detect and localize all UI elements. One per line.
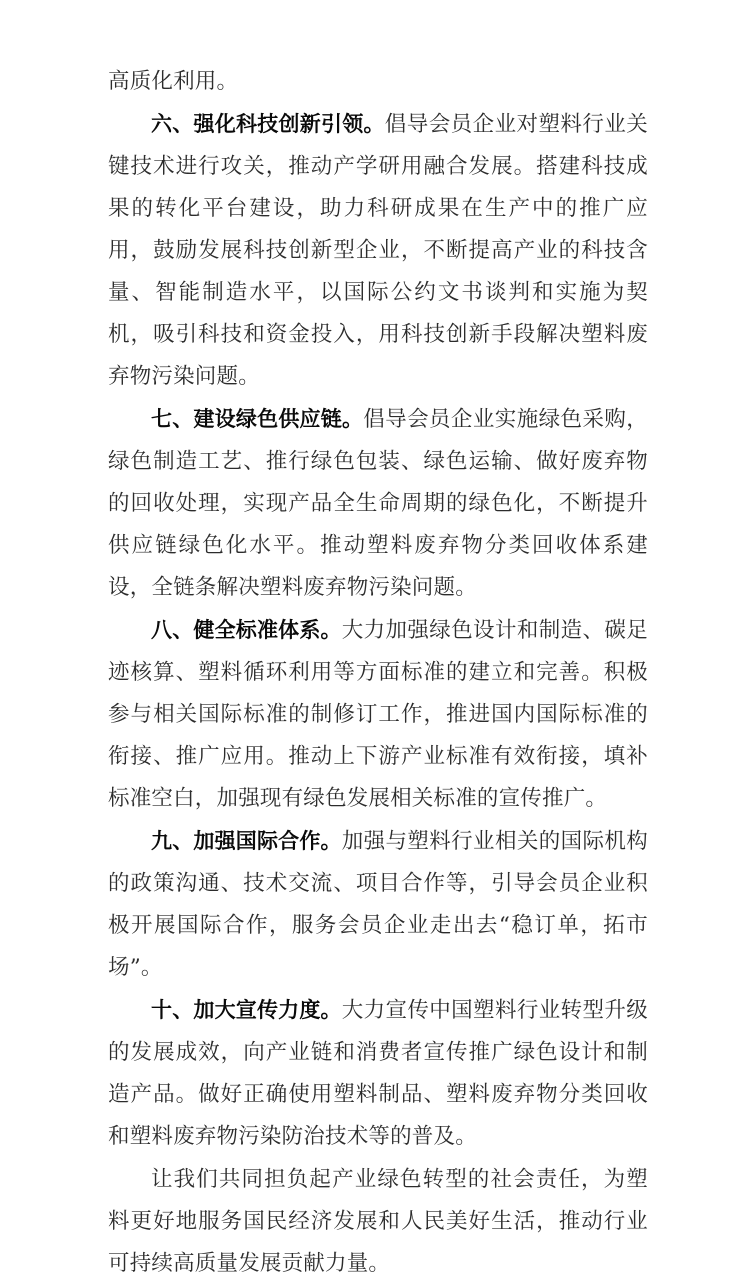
paragraph-closing	[108, 1158, 648, 1285]
paragraph-text-closing: 让我们共同担负起产业绿色转型的社会责任，为塑料更好地服务国民经济发展和人民美好生活，推动行业可持续高质量发展贡献力量。	[108, 1167, 648, 1276]
paragraph-heading-section-6: 六、强化科技创新引领。	[151, 112, 385, 136]
paragraph-text-carryover: 高质化利用。	[108, 69, 239, 94]
paragraph-heading-section-9: 九、加强国际合作。	[151, 829, 342, 853]
document-body	[108, 60, 648, 1285]
paragraph-text-section-7: 倡导会员企业实施绿色采购，绿色制造工艺、推行绿色包装、绿色运输、做好废弃物的回收处理，实现产品全生命周期的绿色化，不断提升供应链绿色化水平。推动塑料废弃物分类回收体系建设，全链条解决塑料废弃物污染问题。	[108, 407, 649, 600]
paragraph-text-section-6: 倡导会员企业对塑料行业关键技术进行攻关，推动产学研用融合发展。搭建科技成果的转化平台建设，助力科研成果在生产中的推广应用，鼓励发展科技创新型企业，不断提高产业的科技含量、智能制造水平，以国际公约文书谈判和实施为契机，吸引科技和资金投入，用科技创新手段解决塑料废弃物污染问题。	[108, 112, 648, 389]
paragraph-section-7	[108, 398, 648, 609]
paragraph-text-section-10: 大力宣传中国塑料行业转型升级的发展成效，向产业链和消费者宣传推广绿色设计和制造产品。做好正确使用塑料制品、塑料废弃物分类回收和塑料废弃物污染防治技术等的普及。	[108, 998, 648, 1149]
paragraph-section-9	[108, 820, 648, 989]
paragraph-heading-section-8: 八、健全标准体系。	[151, 618, 342, 642]
paragraph-heading-section-10: 十、加大宣传力度。	[151, 998, 342, 1022]
paragraph-heading-section-7: 七、建设绿色供应链。	[151, 407, 364, 431]
paragraph-text-section-8: 大力加强绿色设计和制造、碳足迹核算、塑料循环利用等方面标准的建立和完善。积极参与相关国际标准的制修订工作，推进国内国际标准的衔接、推广应用。推动上下游产业标准有效衔接，填补标准空白，加强现有绿色发展相关标准的宣传推广。	[108, 618, 648, 811]
paragraph-section-8	[108, 609, 648, 820]
paragraph-carryover	[108, 60, 648, 103]
paragraph-section-10	[108, 989, 648, 1158]
paragraph-text-section-9: 加强与塑料行业相关的国际机构的政策沟通、技术交流、项目合作等，引导会员企业积极开展国际合作，服务会员企业走出去“稳订单，拓市场”。	[108, 829, 648, 980]
paragraph-section-6	[108, 103, 648, 398]
